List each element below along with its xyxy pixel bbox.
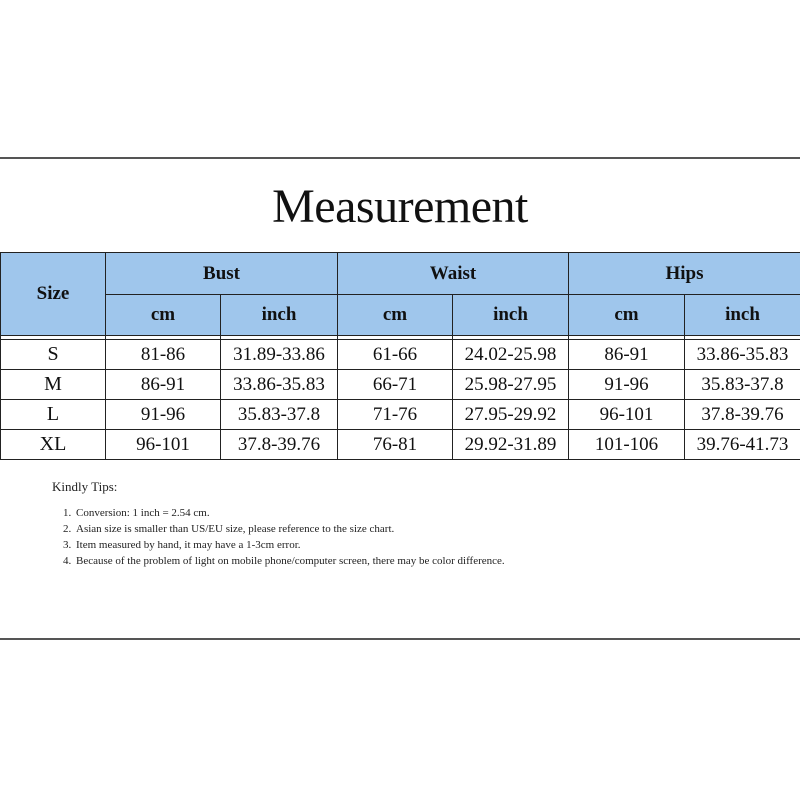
table-cell: 35.83-37.8 bbox=[685, 370, 800, 400]
unit-header: inch bbox=[453, 295, 569, 336]
tip-text: Because of the problem of light on mobile phone/computer screen, there may be color difference. bbox=[76, 555, 505, 567]
unit-header: inch bbox=[685, 295, 800, 336]
table-cell: 39.76-41.73 bbox=[685, 430, 800, 460]
table-cell: 71-76 bbox=[338, 400, 453, 430]
unit-header: cm bbox=[338, 295, 453, 336]
table-cell: 96-101 bbox=[106, 430, 221, 460]
table-cell: 24.02-25.98 bbox=[453, 340, 569, 370]
size-table bbox=[0, 252, 800, 460]
group-header-bust: Bust bbox=[106, 253, 338, 295]
list-item bbox=[74, 537, 505, 553]
table-row bbox=[1, 430, 800, 460]
group-header-waist: Waist bbox=[338, 253, 569, 295]
table-cell: 29.92-31.89 bbox=[453, 430, 569, 460]
table-cell: 86-91 bbox=[569, 340, 685, 370]
list-item bbox=[74, 505, 505, 521]
table-cell: 86-91 bbox=[106, 370, 221, 400]
size-cell: S bbox=[1, 340, 106, 370]
table-row bbox=[1, 370, 800, 400]
table-cell: 91-96 bbox=[106, 400, 221, 430]
table-cell: 33.86-35.83 bbox=[685, 340, 800, 370]
unit-header: cm bbox=[106, 295, 221, 336]
table-cell: 61-66 bbox=[338, 340, 453, 370]
table-cell: 25.98-27.95 bbox=[453, 370, 569, 400]
table-cell: 37.8-39.76 bbox=[221, 430, 338, 460]
table-cell: 66-71 bbox=[338, 370, 453, 400]
size-cell: L bbox=[1, 400, 106, 430]
table-cell: 35.83-37.8 bbox=[221, 400, 338, 430]
tip-text: Asian size is smaller than US/EU size, please reference to the size chart. bbox=[76, 523, 395, 535]
size-chart-sheet bbox=[0, 157, 800, 640]
table-cell: 91-96 bbox=[569, 370, 685, 400]
list-item bbox=[74, 553, 505, 569]
size-cell: M bbox=[1, 370, 106, 400]
group-header-hips: Hips bbox=[569, 253, 800, 295]
tips-list bbox=[52, 505, 505, 569]
table-row bbox=[1, 340, 800, 370]
table-cell: 37.8-39.76 bbox=[685, 400, 800, 430]
size-cell: XL bbox=[1, 430, 106, 460]
table-cell: 76-81 bbox=[338, 430, 453, 460]
list-item bbox=[74, 521, 505, 537]
tips-title: Kindly Tips: bbox=[52, 479, 118, 494]
table-cell: 81-86 bbox=[106, 340, 221, 370]
table-cell: 31.89-33.86 bbox=[221, 340, 338, 370]
page-title: Measurement bbox=[272, 180, 528, 233]
tip-text: Item measured by hand, it may have a 1-3cm error. bbox=[76, 539, 301, 551]
tip-text: Conversion: 1 inch = 2.54 cm. bbox=[76, 507, 210, 519]
table-cell: 101-106 bbox=[569, 430, 685, 460]
unit-header: cm bbox=[569, 295, 685, 336]
table-row bbox=[1, 400, 800, 430]
kindly-tips bbox=[52, 479, 505, 569]
table-cell: 33.86-35.83 bbox=[221, 370, 338, 400]
unit-header: inch bbox=[221, 295, 338, 336]
table-cell: 27.95-29.92 bbox=[453, 400, 569, 430]
size-header: Size bbox=[1, 253, 106, 336]
table-cell: 96-101 bbox=[569, 400, 685, 430]
